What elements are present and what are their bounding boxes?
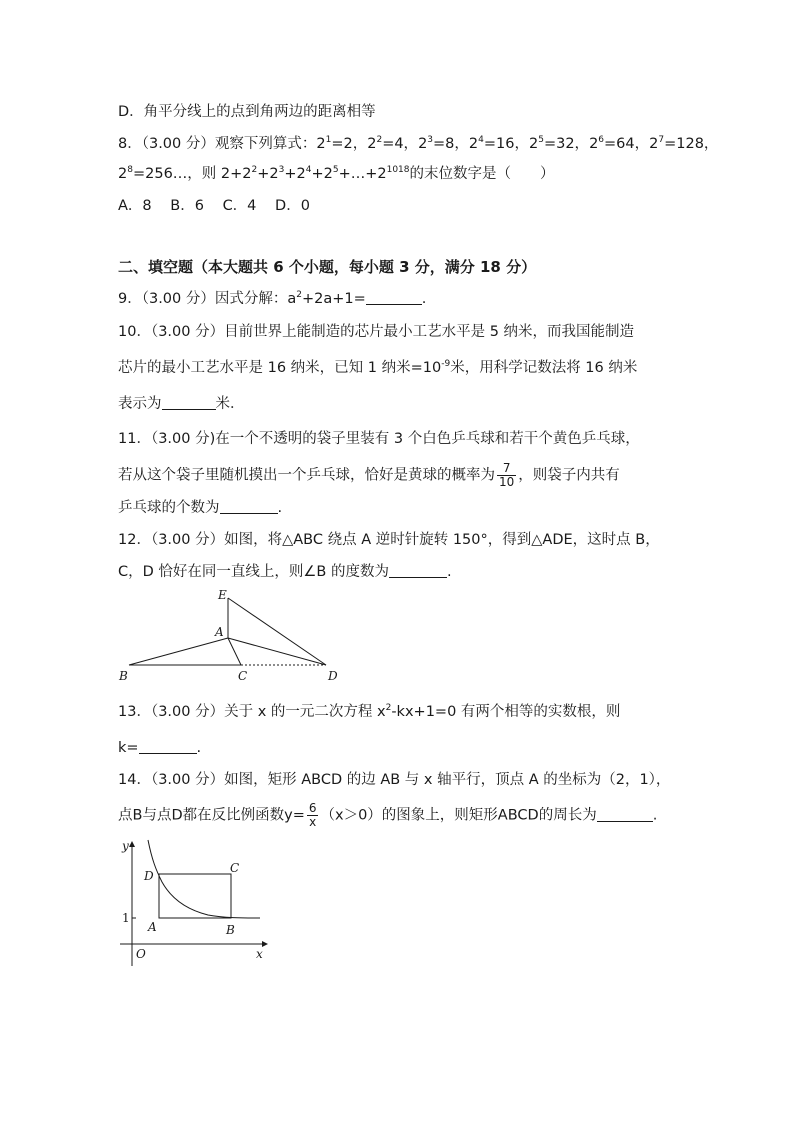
q12-line2-post: . bbox=[446, 564, 452, 580]
q8-e1: 1 bbox=[325, 135, 332, 145]
q9-line bbox=[118, 289, 426, 309]
q8-option-a[interactable]: A．8 bbox=[118, 198, 152, 214]
q13-line2-post: . bbox=[196, 740, 202, 756]
q8-pc: +2 bbox=[311, 166, 333, 182]
q7-option-d: D．角平分线上的点到角两边的距离相等 bbox=[118, 104, 376, 120]
q8-b3: 2 bbox=[418, 136, 428, 152]
q11-line2-post: ，则袋子内共有 bbox=[518, 467, 620, 484]
q9-answer-blank[interactable] bbox=[366, 290, 422, 305]
q14-label-b: B bbox=[226, 923, 235, 937]
q14-y-arrow bbox=[129, 841, 135, 847]
q14-line2-mid: （x＞0）的图象上，则矩形ABCD的周长为 bbox=[320, 807, 597, 824]
q13-line2-pre: k= bbox=[118, 740, 139, 756]
q14-line2-post: . bbox=[652, 807, 658, 824]
q8-e4: 4 bbox=[478, 135, 484, 145]
q14-x-arrow bbox=[262, 941, 268, 947]
q13-line1-exp: 2 bbox=[385, 703, 392, 713]
q8-e3: 3 bbox=[427, 135, 434, 145]
q8-e6: 6 bbox=[598, 135, 605, 145]
q9-end: . bbox=[421, 291, 427, 307]
q8-e8: 8 bbox=[127, 165, 133, 175]
q8-option-b[interactable]: B．6 bbox=[170, 198, 204, 214]
q14-line2 bbox=[118, 802, 657, 829]
q8-r3: =8， bbox=[433, 136, 469, 152]
q12-label-c: C bbox=[238, 669, 248, 683]
q8-b8: 2 bbox=[118, 166, 128, 182]
q12-edge-ad bbox=[228, 638, 326, 665]
q14-hyperbola-curve bbox=[148, 840, 260, 918]
q13-line1 bbox=[118, 702, 620, 722]
q8-r6: =64， bbox=[604, 136, 650, 152]
q8-option-d[interactable]: D．0 bbox=[275, 198, 310, 214]
q8-r1: =2， bbox=[331, 136, 368, 152]
q8-line1 bbox=[118, 134, 718, 154]
q11-line3-post: . bbox=[277, 500, 283, 516]
q14-frac-den: x bbox=[309, 815, 317, 829]
q10-line3-pre: 表示为 bbox=[118, 396, 162, 412]
q11-line3 bbox=[118, 498, 282, 518]
q9-exp: 2 bbox=[296, 290, 302, 300]
q10-answer-blank[interactable] bbox=[162, 395, 216, 410]
q13-line1-post: -kx+1=0 有两个相等的实数根，则 bbox=[391, 704, 621, 720]
q8-pa: +2 bbox=[257, 166, 279, 182]
q8-option-c[interactable]: C．4 bbox=[222, 198, 257, 214]
q11-line2-pre: 若从这个袋子里随机摸出一个乒乓球，恰好是黄球的概率为 bbox=[118, 467, 495, 484]
q14-frac-num: 6 bbox=[308, 801, 317, 815]
q12-answer-blank[interactable] bbox=[389, 563, 447, 578]
q11-answer-blank[interactable] bbox=[220, 499, 278, 514]
q8-e5: 5 bbox=[538, 135, 544, 145]
q8-ed: 5 bbox=[332, 165, 339, 175]
q9-post: +2a+1= bbox=[302, 291, 366, 307]
q11-line3-pre: 乒乓球的个数为 bbox=[118, 500, 220, 516]
q8-b6: 2 bbox=[589, 136, 599, 152]
q11-fraction bbox=[497, 462, 516, 489]
q9-pre: 9．（3.00 分）因式分解：a bbox=[118, 291, 297, 307]
q8-eb: 3 bbox=[278, 165, 285, 175]
q8-e7: 7 bbox=[658, 135, 665, 145]
q14-label-c: C bbox=[230, 861, 240, 875]
q14-line1: 14．（3.00 分）如图，矩形 ABCD 的边 AB 与 x 轴平行，顶点 A 的坐标为（2，1）， bbox=[118, 772, 671, 788]
q8-b7: 2 bbox=[649, 136, 659, 152]
q14-answer-blank[interactable] bbox=[597, 807, 653, 822]
q11-line1: 11．（3.00 分)在一个不透明的袋子里装有 3 个白色乒乓球和若干个黄色乒乓球， bbox=[118, 431, 640, 447]
q11-frac-num: 7 bbox=[497, 462, 516, 476]
q12-line1: 12．（3.00 分）如图，将△ABC 绕点 A 逆时针旋转 150°，得到△ADE，这时点 B， bbox=[118, 532, 660, 548]
q8-tail: 的末位数字是（ ） bbox=[409, 166, 555, 182]
q14-label-y: y bbox=[122, 839, 129, 853]
q10-line2-pre: 芯片的最小工艺水平是 16 纳米，已知 1 纳米=10 bbox=[118, 360, 442, 376]
q8-r8: =256…，则 2+2 bbox=[132, 166, 252, 182]
q8-r7: =128， bbox=[664, 136, 719, 152]
q13-answer-blank[interactable] bbox=[139, 739, 197, 754]
q10-line2-post: 米，用科学记数法将 16 纳米 bbox=[450, 360, 638, 376]
q8-e2: 2 bbox=[376, 135, 383, 145]
q8-ee: 1018 bbox=[386, 165, 410, 175]
q8-pb: +2 bbox=[284, 166, 306, 182]
q14-figure bbox=[112, 838, 272, 968]
q14-line2-pre: 点B与点D都在反比例函数y= bbox=[118, 807, 305, 824]
q8-options bbox=[118, 196, 324, 216]
q10-line3-post: 米． bbox=[215, 396, 245, 412]
q14-rectangle-abcd bbox=[159, 874, 231, 918]
q8-ea: 2 bbox=[251, 165, 258, 175]
q12-label-a: A bbox=[215, 625, 224, 639]
q14-label-a: A bbox=[148, 920, 157, 934]
section2-heading: 二、填空题（本大题共 6 个小题，每小题 3 分，满分 18 分） bbox=[118, 258, 537, 276]
q8-b1: 2 bbox=[316, 136, 326, 152]
q8-pd: +…+2 bbox=[338, 166, 387, 182]
q8-ec: 4 bbox=[305, 165, 312, 175]
q8-b2: 2 bbox=[367, 136, 377, 152]
q14-fraction bbox=[307, 802, 319, 829]
q8-r4: =16， bbox=[483, 136, 529, 152]
q12-figure bbox=[110, 585, 350, 685]
q10-line2 bbox=[118, 358, 637, 378]
q14-label-x: x bbox=[256, 947, 263, 961]
q12-edge-ed bbox=[228, 598, 326, 665]
q14-label-1: 1 bbox=[122, 911, 130, 925]
q8-r2: =4， bbox=[382, 136, 419, 152]
q12-label-e: E bbox=[218, 588, 227, 602]
q11-frac-den: 10 bbox=[499, 475, 515, 489]
q8-r5: =32， bbox=[543, 136, 590, 152]
q12-line2-pre: C，D 恰好在同一直线上，则∠B 的度数为 bbox=[118, 564, 389, 580]
q13-line1-pre: 13．（3.00 分）关于 x 的一元二次方程 x bbox=[118, 704, 386, 720]
q8-b5: 2 bbox=[528, 136, 539, 152]
q12-label-b: B bbox=[119, 669, 128, 683]
q10-line2-exp: -9 bbox=[441, 359, 451, 369]
q12-edge-be bbox=[129, 638, 228, 665]
q13-line2 bbox=[118, 738, 201, 758]
q8-b4: 2 bbox=[468, 136, 479, 152]
q10-line1: 10．（3.00 分）目前世界上能制造的芯片最小工艺水平是 5 纳米，而我国能制造 bbox=[118, 324, 635, 340]
q14-label-o: O bbox=[136, 947, 146, 961]
q12-label-d: D bbox=[328, 669, 338, 683]
q12-line2 bbox=[118, 562, 452, 582]
q14-label-d: D bbox=[144, 869, 154, 883]
q12-edge-ac bbox=[228, 638, 241, 665]
q10-line3 bbox=[118, 394, 245, 414]
q8-label: 8．（3.00 分）观察下列算式： bbox=[118, 136, 317, 152]
q8-line2 bbox=[118, 164, 555, 184]
q11-line2 bbox=[118, 462, 620, 489]
